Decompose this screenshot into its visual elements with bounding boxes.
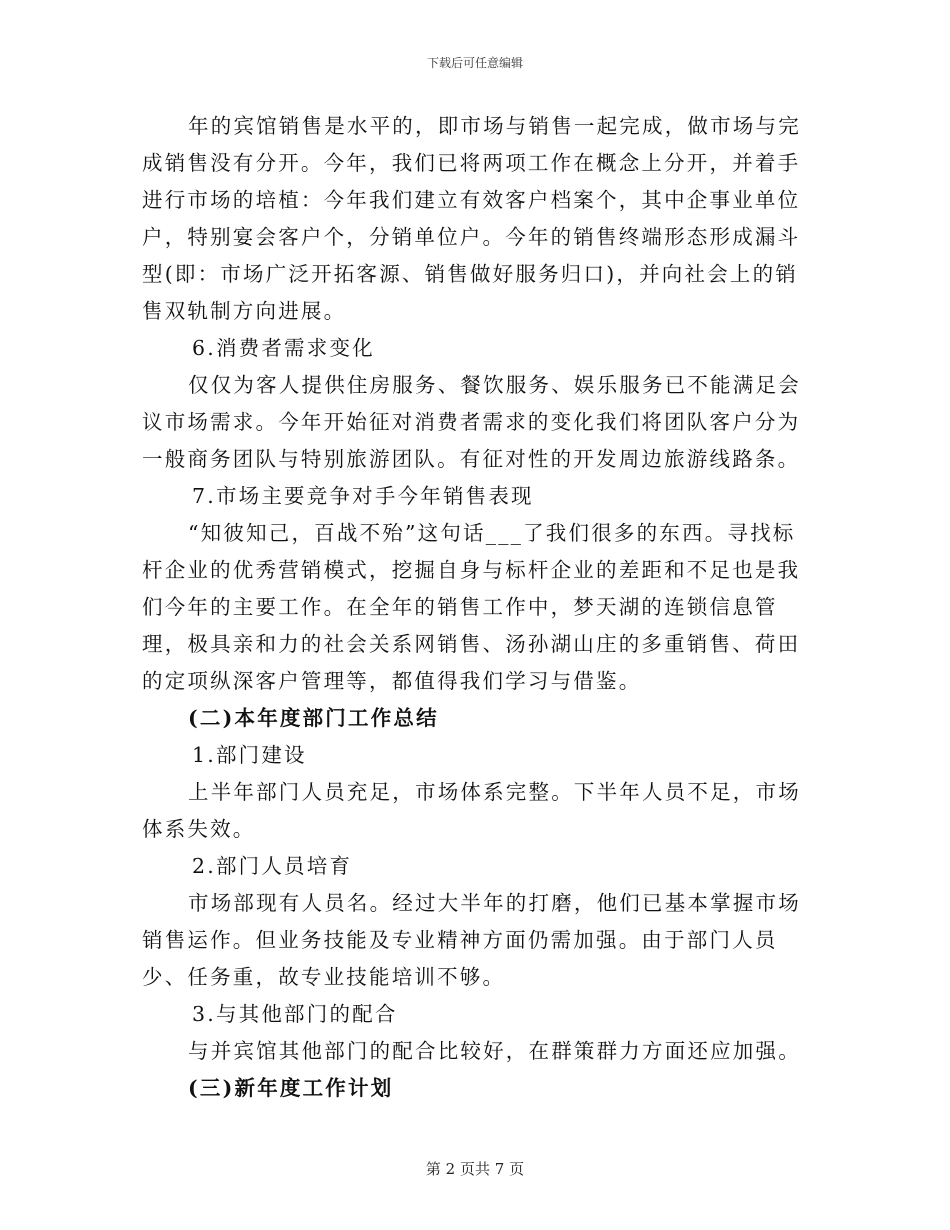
paragraph: 仅仅为客人提供住房服务、餐饮服务、娱乐服务已不能满足会议市场需求。今年开始征对消费者需求的变化我们将团队客户分为一般商务团队与特别旅游团队。有征对性的开发周边旅游线路条。: [142, 373, 801, 471]
section-item: 1.部门建设: [192, 743, 307, 767]
section-item: 3.与其他部门的配合: [192, 1002, 398, 1026]
paragraph: “知彼知己，百战不殆”这句话___了我们很多的东西。寻找标杆企业的优秀营销模式，挖掘自身与标杆企业的差距和不足也是我们今年的主要工作。在全年的销售工作中，梦天湖的连锁信息管理，极具亲和力的社会关系网销售、汤孙湖山庄的多重销售、荷田的定项纵深客户管理等，都值得我们学习与借鉴。: [142, 521, 801, 693]
section-item: 6.消费者需求变化: [192, 336, 375, 360]
section-heading: (三)新年度工作计划: [188, 1076, 394, 1100]
document-body: [142, 108, 812, 1107]
section-item: 2.部门人员培育: [192, 854, 353, 878]
section-heading: (二)本年度部门工作总结: [188, 706, 439, 730]
paragraph: 年的宾馆销售是水平的，即市场与销售一起完成，做市场与完成销售没有分开。今年，我们已将两项工作在概念上分开，并着手进行市场的培植：今年我们建立有效客户档案个，其中企事业单位户，特别宴会客户个，分销单位户。今年的销售终端形态形成漏斗型(即：市场广泛开拓客源、销售做好服务归口)，并向社会上的销售双轨制方向进展。: [142, 114, 801, 323]
page-header: 下载后可任意编辑: [426, 56, 523, 70]
paragraph: 与并宾馆其他部门的配合比较好，在群策群力方面还应加强。: [188, 1039, 801, 1063]
page-footer: 第 2 页共 7 页: [425, 1160, 525, 1178]
section-item: 7.市场主要竞争对手今年销售表现: [192, 484, 534, 508]
paragraph: 市场部现有人员名。经过大半年的打磨，他们已基本掌握市场销售运作。但业务技能及专业精神方面仍需加强。由于部门人员少、任务重，故专业技能培训不够。: [142, 891, 801, 989]
paragraph: 上半年部门人员充足，市场体系完整。下半年人员不足，市场体系失效。: [142, 780, 801, 841]
